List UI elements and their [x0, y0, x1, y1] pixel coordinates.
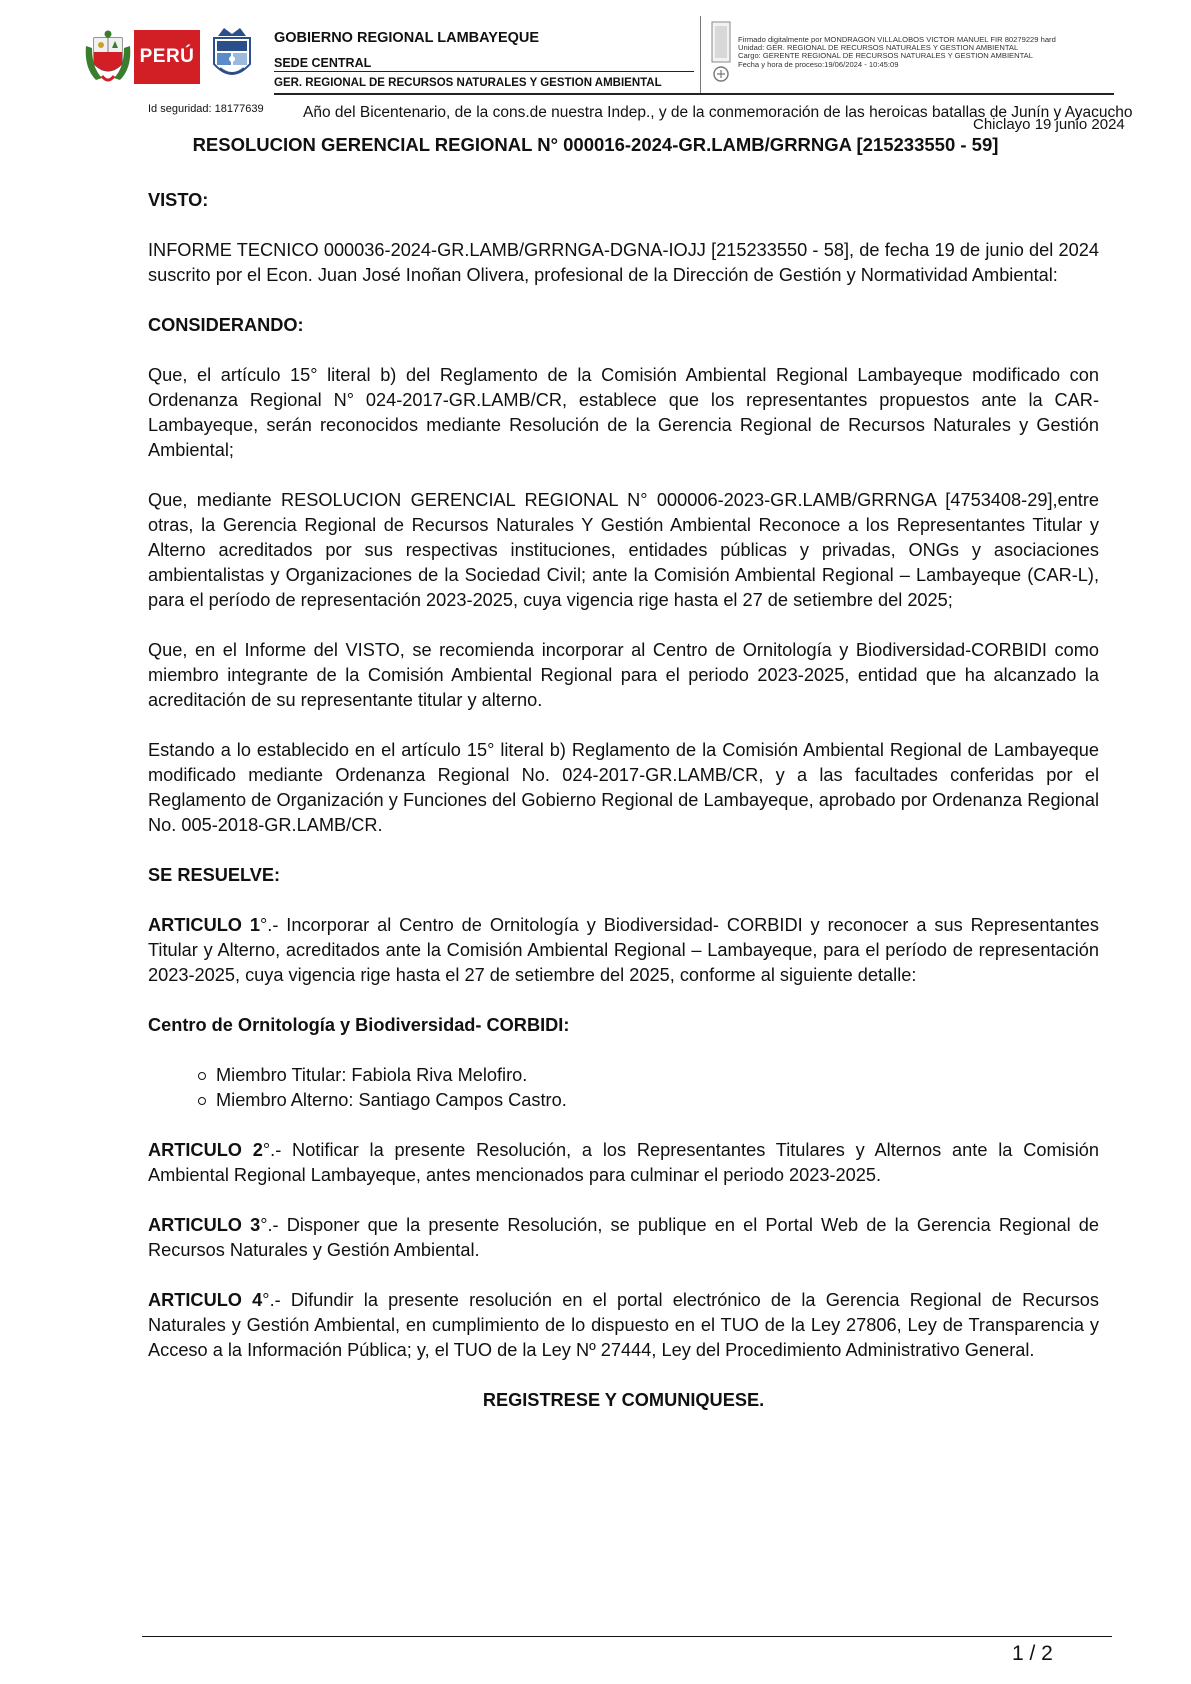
members-list — [148, 1063, 1099, 1113]
signature-signer: Firmado digitalmente por MONDRAGON VILLALOBOS VICTOR MANUEL FIR 80279229 hard — [738, 35, 1056, 44]
articulo-2 — [148, 1138, 1099, 1188]
peru-label: PERÚ — [139, 46, 195, 67]
digital-signature-block — [738, 36, 1108, 69]
articulo-1-text: °.- Incorporar al Centro de Ornitología y Biodiversidad- CORBIDI y reconocer a sus Representantes Titular y Alterno, acreditados ante la Comisión Ambiental Regional – Lambayeque, para el período de representación 2023-2025, cuya vigencia rige hasta el 27 de setiembre del 2025, conforme al siguiente detalle: — [148, 915, 1100, 985]
signature-role: Cargo: GERENTE REGIONAL DE RECURSOS NATURALES Y GESTION AMBIENTAL — [738, 51, 1033, 61]
articulo-1 — [148, 913, 1099, 988]
year-motto: Año del Bicentenario, de la cons.de nuestra Indep., y de la conmemoración de las heroicas batallas de Junín y Ayacucho — [303, 104, 1133, 121]
org-office: SEDE CENTRAL — [274, 56, 372, 70]
list-item: Miembro Alterno: Santiago Campos Castro. — [216, 1088, 1099, 1113]
resolution-body — [148, 188, 1099, 1438]
articulo-2-label: ARTICULO 2 — [148, 1140, 263, 1160]
considerando-heading: CONSIDERANDO: — [148, 315, 304, 335]
articulo-3-label: ARTICULO 3 — [148, 1215, 261, 1235]
header-vertical-divider — [700, 16, 701, 94]
considerando-paragraph-4: Estando a lo establecido en el artículo 15° literal b) Reglamento de la Comisión Ambiental Regional de Lambayeque modificado mediante Ordenanza Regional No. 024-2017-GR.LAMB/CR, y a las facultades conferidas por el Reglamento de Organización y Funciones del Gobierno Regional de Lambayeque, aprobado por Ordenanza Regional No. 005-2018-GR.LAMB/CR. — [148, 740, 1099, 835]
header-divider — [274, 71, 694, 72]
org-name: GOBIERNO REGIONAL LAMBAYEQUE — [274, 30, 540, 46]
considerando-paragraph-3: Que, en el Informe del VISTO, se recomienda incorporar al Centro de Ornitología y Biodiversidad-CORBIDI como miembro integrante de la Comisión Ambiental Regional para el periodo 2023-2025, entidad que ha alcanzado la acreditación de su representante titular y alterno. — [148, 640, 1099, 710]
articulo-2-text: °.- Notificar la presente Resolución, a los Representantes Titulares y Alternos ante la Comisión Ambiental Regional Lambayeque, antes mencionados para culminar el periodo 2023-2025. — [148, 1140, 1099, 1185]
peru-brand-box — [134, 30, 200, 84]
closing-statement: REGISTRESE Y COMUNIQUESE. — [482, 1390, 765, 1410]
articulo-4 — [148, 1288, 1099, 1363]
digital-signature-logo-icon — [710, 20, 732, 88]
entity-heading: Centro de Ornitología y Biodiversidad- CORBIDI: — [148, 1015, 570, 1035]
signature-unit: Unidad: GER. REGIONAL DE RECURSOS NATURALES Y GESTION AMBIENTAL — [738, 43, 1019, 53]
visto-paragraph: INFORME TECNICO 000036-2024-GR.LAMB/GRRNGA-DGNA-IOJJ [215233550 - 58], de fecha 19 de junio del 2024 suscrito por el Econ. Juan José Inoñan Olivera, profesional de la Dirección de Gestión y Normatividad Ambiental: — [148, 240, 1099, 285]
considerando-paragraph-2: Que, mediante RESOLUCION GERENCIAL REGIONAL N° 000006-2023-GR.LAMB/GRRNGA [4753408-29],entre otras, la Gerencia Regional de Recursos Naturales Y Gestión Ambiental Reconoce a los Representantes Titular y Alterno acreditados por sus respectivas instituciones, entidades públicas y privadas, ONGs y asociaciones ambientalistas y Organizaciones de la Sociedad Civil; ante la Comisión Ambiental Regional – Lambayeque (CAR-L), para el período de representación 2023-2025, cuya vigencia rige hasta el 27 de setiembre del 2025; — [148, 490, 1099, 610]
resuelve-heading: SE RESUELVE: — [148, 865, 281, 885]
articulo-3-text: °.- Disponer que la presente Resolución, se publique en el Portal Web de la Gerencia Regional de Recursos Naturales y Gestión Ambiental. — [148, 1215, 1100, 1260]
articulo-3 — [148, 1213, 1099, 1263]
city-date: Chiclayo 19 junio 2024 — [973, 116, 1125, 133]
organization-header — [274, 28, 694, 93]
articulo-4-text: °.- Difundir la presente resolución en el portal electrónico de la Gerencia Regional de Recursos Naturales y Gestión Ambiental, en cumplimiento de lo dispuesto en el TUO de la Ley 27806, Ley de Transparencia y Acceso a la Información Pública; y, el TUO de la Ley Nº 27444, Ley del Procedimiento Administrativo General. — [148, 1290, 1100, 1360]
header-bottom-rule — [274, 93, 1114, 95]
list-item: Miembro Titular: Fabiola Riva Melofiro. — [216, 1063, 1099, 1088]
regional-emblem-icon — [208, 24, 256, 86]
security-id: Id seguridad: 18177639 — [148, 103, 264, 115]
signature-datetime: Fecha y hora de proceso:19/06/2024 - 10:45:09 — [738, 59, 899, 69]
considerando-paragraph-1: Que, el artículo 15° literal b) del Reglamento de la Comisión Ambiental Regional Lambayeque modificado con Ordenanza Regional N° 024-2017-GR.LAMB/CR, establece que los representantes propuestos ante la CAR-Lambayeque, serán reconocidos mediante Resolución de la Gerencia Regional de Recursos Naturales y Gestión Ambiental; — [148, 365, 1099, 460]
articulo-4-label: ARTICULO 4 — [148, 1290, 263, 1310]
visto-heading: VISTO: — [148, 190, 209, 210]
footer-rule — [142, 1636, 1112, 1637]
peru-coat-of-arms-icon — [82, 28, 134, 88]
resolution-title: RESOLUCION GERENCIAL REGIONAL N° 000016-2024-GR.LAMB/GRRNGA [215233550 - 59] — [192, 134, 999, 155]
articulo-1-label: ARTICULO 1 — [148, 915, 260, 935]
org-unit: GER. REGIONAL DE RECURSOS NATURALES Y GESTION AMBIENTAL — [274, 77, 662, 89]
page-number: 1 / 2 — [1012, 1642, 1053, 1665]
